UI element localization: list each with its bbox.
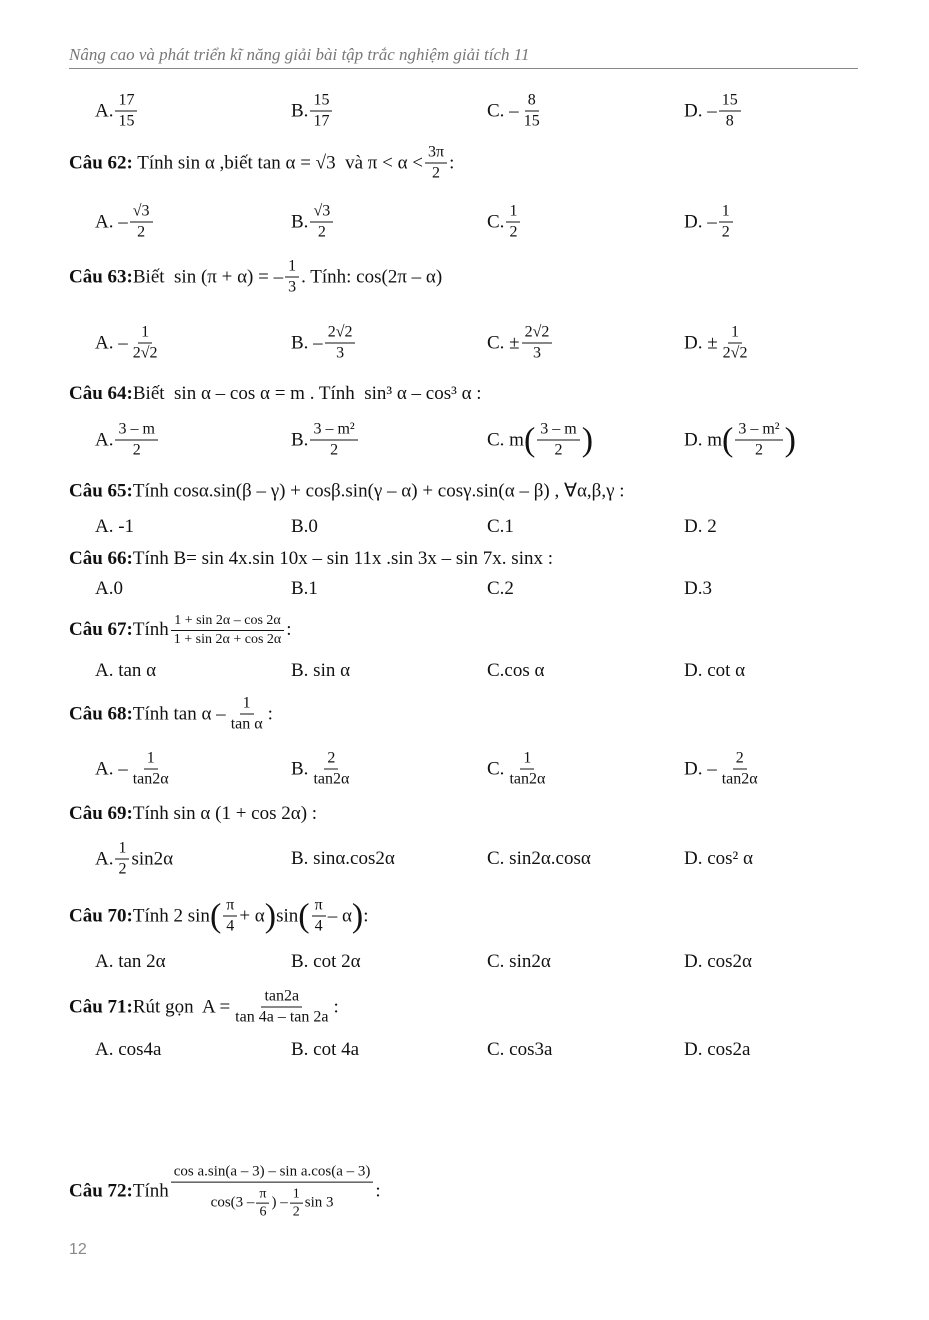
q61-option-a: A. $\frac{17}{15}$: [95, 91, 139, 132]
q64-option-d: D. m ( $\frac{\text{3 – m²}}{2}$ ): [684, 420, 796, 459]
q62-option-c: C. $\frac{1}{2}$: [487, 202, 522, 243]
q67-option-a: A. tan α: [95, 660, 157, 681]
q70-option-b: B. cot 2α: [291, 951, 361, 972]
q69-option-a: A. $\frac{1}{2}$ sin2α: [95, 839, 174, 878]
q65-option-d: D. 2: [684, 516, 717, 537]
page-number: 12: [69, 1241, 87, 1258]
q69-option-c: C. sin2α.cosα: [487, 848, 591, 869]
q66-option-c: C.2: [487, 578, 514, 599]
q61-option-c: C. – $\frac{8}{15}$: [487, 91, 540, 130]
q64-option-c: C. m ( $\frac{3 - m}{2}$ ): [487, 420, 594, 459]
q69-option-b: B. sinα.cos2α: [291, 848, 395, 869]
running-header: Nâng cao và phát triển kĩ năng giải bài tập trắc nghiệm giải tích 11: [69, 45, 530, 64]
q66-option-a: A.0: [95, 578, 123, 599]
q68-option-c: C. $\frac{1}{\tan 2\alpha}$: [487, 749, 546, 788]
header-rule: [69, 68, 858, 69]
question-69: Câu 69: Tính sin α (1 + cos 2α) :: [69, 803, 318, 824]
question-62: Câu 62: Tính sin α ,biết tan α = √3 và π < α < $\frac{3\pi}{2}$ :: [69, 143, 455, 182]
q70-option-d: D. cos2α: [684, 951, 753, 972]
q62-option-d: D. – $\frac{1}{2}$: [684, 202, 735, 243]
q65-option-c: C.1: [487, 516, 514, 537]
q69-option-d: D. cos² α: [684, 848, 753, 869]
q66-option-d: D.3: [684, 578, 712, 599]
q61-option-d: D. – $\frac{15}{8}$: [684, 91, 743, 132]
question-67: Câu 67: Tính $\frac{1 + \sin 2\alpha - \cos 2\alpha}{1 + \sin 2\alpha + \cos 2\alpha}$ :: [69, 613, 292, 647]
q63-option-d: D. ± $\frac{1}{2√2}$: [684, 323, 748, 362]
q71-option-d: D. cos2a: [684, 1039, 751, 1060]
q63-option-b: B. – $\frac{2√2}{3}$: [291, 323, 357, 364]
q63-option-a: A. – $\frac{1}{2√2}$: [95, 323, 158, 362]
question-66: Câu 66: Tính B= sin 4x.sin 10x – sin 11x .sin 3x – sin 7x. sinx :: [69, 548, 554, 569]
q71-option-b: B. cot 4a: [291, 1039, 360, 1060]
q67-option-c: C.cos α: [487, 660, 545, 681]
q70-option-a: A. tan 2α: [95, 951, 166, 972]
question-64: Câu 64: Biết sin α – cos α = m . Tính sin³ α – cos³ α :: [69, 383, 482, 404]
q66-option-b: B.1: [291, 578, 318, 599]
q62-option-a: A. – $\frac{√3}{2}$: [95, 202, 155, 243]
q61-option-b: B. $\frac{15}{17}$: [291, 91, 334, 132]
q62-option-b: B. $\frac{√3}{2}$: [291, 202, 335, 243]
q67-option-d: D. cot α: [684, 660, 746, 681]
q68-option-d: D. – $\frac{2}{\tan 2\alpha}$: [684, 749, 758, 788]
q68-option-b: B. $\frac{2}{\tan 2\alpha}$: [291, 749, 350, 788]
question-72: Câu 72: Tính cos a.sin(a – 3) – sin a.cos(a – 3) cos(3 – $\frac{\pi}{6}$ ) – $\frac{1}{2}$ sin 3 :: [69, 1163, 381, 1220]
q71-option-a: A. cos4a: [95, 1039, 162, 1060]
q71-option-c: C. cos3a: [487, 1039, 553, 1060]
question-63: Câu 63: Biết sin (π + α) = – $\frac{1}{3}$ . Tính: cos(2π – α): [69, 257, 443, 296]
question-71: Câu 71: Rút gọn A = $\frac{\tan 2a}{\tan 4a - \tan 2a}$ :: [69, 987, 339, 1026]
q70-option-c: C. sin2α: [487, 951, 551, 972]
q63-option-c: C. ± $\frac{2√2}{3}$: [487, 323, 554, 364]
q64-option-b: B. $\frac{\text{3 – m²}}{2}$: [291, 420, 360, 461]
q64-option-a: A. $\frac{3 - m}{2}$: [95, 420, 160, 461]
question-70: Câu 70: Tính 2 sin ( $\frac{\pi}{4}$ + α ) sin ( $\frac{\pi}{4}$ – α ) :: [69, 896, 369, 935]
question-68: Câu 68: Tính tan α – $\frac{1}{\text{tan α}}$ :: [69, 694, 273, 733]
q67-option-b: B. sin α: [291, 660, 351, 681]
q68-option-a: A. – $\frac{1}{\tan 2\alpha}$: [95, 749, 169, 788]
q65-option-a: A. -1: [95, 516, 135, 537]
q65-option-b: B.0: [291, 516, 318, 537]
question-65: Câu 65: Tính cosα.sin(β – γ) + cosβ.sin(γ – α) + cosγ.sin(α – β) , ∀α,β,γ :: [69, 480, 625, 502]
